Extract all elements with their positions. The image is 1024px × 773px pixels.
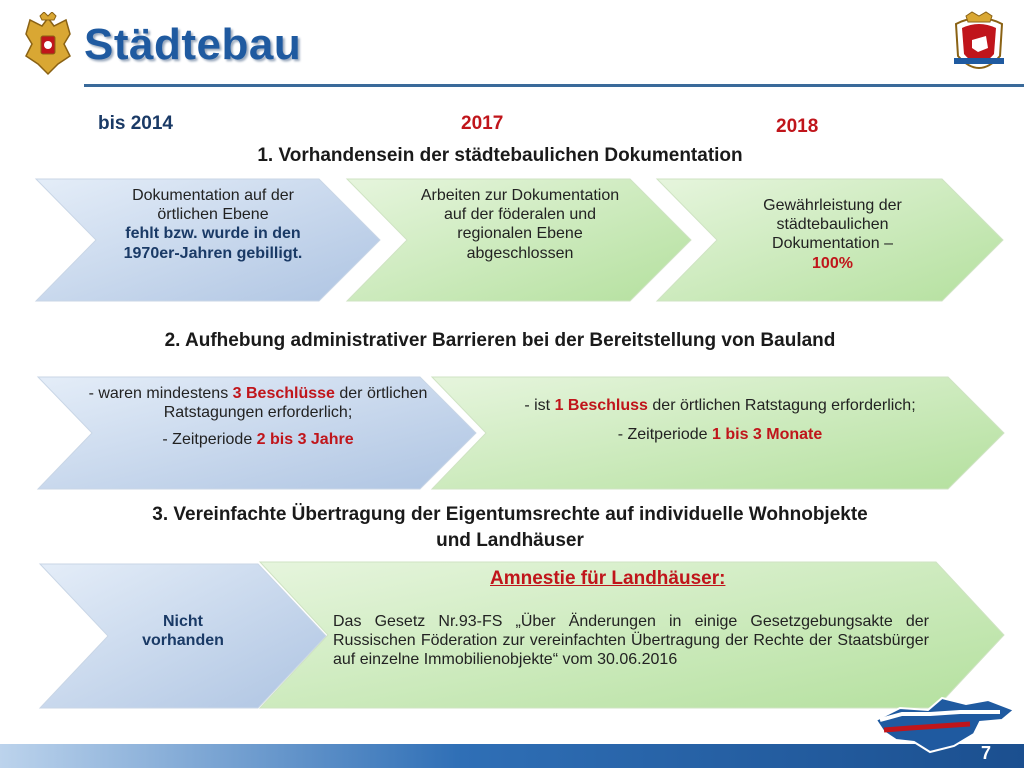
section3-amnesty-title: Amnestie für Landhäuser: <box>490 568 726 589</box>
section2-box2-p2-bold: 1 bis 3 Monate <box>712 426 823 444</box>
section2-box2-para1 <box>500 396 940 415</box>
section1-box3-percent: 100% <box>812 254 853 272</box>
section2-box1-p1-post: der örtlichen Ratstagungen erforderlich; <box>163 385 428 422</box>
section1-heading: 1. Vorhandensein der städtebaulichen Dokumentation <box>257 145 743 166</box>
crimea-coat-of-arms-icon <box>950 10 1008 82</box>
section2-box2-text <box>500 396 940 444</box>
section1-box1-highlight: fehlt bzw. wurde in den 1970er-Jahren gebilligt. <box>123 225 303 262</box>
section2-heading: 2. Aufhebung administrativer Barrieren bei der Bereitstellung von Bauland <box>164 330 836 351</box>
page-number: 7 <box>980 743 991 763</box>
section2-box2-para2 <box>500 425 940 444</box>
section2-box1-p2-pre: - Zeitperiode <box>162 431 257 449</box>
section2-box2-p1-pre: - ist <box>524 397 555 414</box>
section3-box1-text <box>118 612 248 650</box>
section2-box1-p1-bold: 3 Beschlüsse <box>232 385 335 402</box>
section3-box1-line2: vorhanden <box>142 632 224 650</box>
section3-heading <box>40 502 980 553</box>
year-label-2017: 2017 <box>461 113 504 134</box>
section1-box2-text: Arbeiten zur Dokumentation auf der föderalen und regionalen Ebene abgeschlossen <box>420 187 620 262</box>
year-label-2018: 2018 <box>776 116 819 137</box>
section2-box1-text <box>88 384 428 450</box>
title-divider <box>84 84 1024 87</box>
section1-box1-text <box>108 186 318 263</box>
section2-box2-p1-post: der örtlichen Ratstagung erforderlich; <box>647 397 916 414</box>
section2-box1-p2-bold: 2 bis 3 Jahre <box>256 431 354 449</box>
section2-box1-p1-pre: - waren mindestens <box>88 385 233 402</box>
year-label-2014: bis 2014 <box>98 113 173 134</box>
section2-box2-p1-bold: 1 Beschluss <box>554 397 648 414</box>
section2-box1-para2 <box>88 430 428 449</box>
section1-box1-line1: Dokumentation auf der örtlichen Ebene <box>132 187 294 224</box>
section1-box3-text <box>730 196 935 273</box>
section3-law-text: Das Gesetz Nr.93-FS „Über Änderungen in einige Gesetzgebungsakte der Russischen Föderation zur vereinfachten Übertragung der Rechte der Staatsbürger auf einzelne Immobilienobjekte“ vom 30.06.2016 <box>333 613 929 669</box>
russia-coat-of-arms-icon <box>20 12 76 78</box>
section2-box1-para1 <box>88 384 428 422</box>
section1-box3-line1: Gewährleistung der städtebaulichen Dokumentation – <box>763 197 902 253</box>
section3-heading-line2: und Landhäuser <box>436 529 584 551</box>
page-title: Städtebau <box>84 20 302 69</box>
section3-box1-line1: Nicht <box>163 613 203 630</box>
section2-box2-p2-pre: - Zeitperiode <box>617 426 712 444</box>
section3-heading-line1: 3. Vereinfachte Übertragung der Eigentumsrechte auf individuelle Wohnobjekte <box>152 504 868 525</box>
